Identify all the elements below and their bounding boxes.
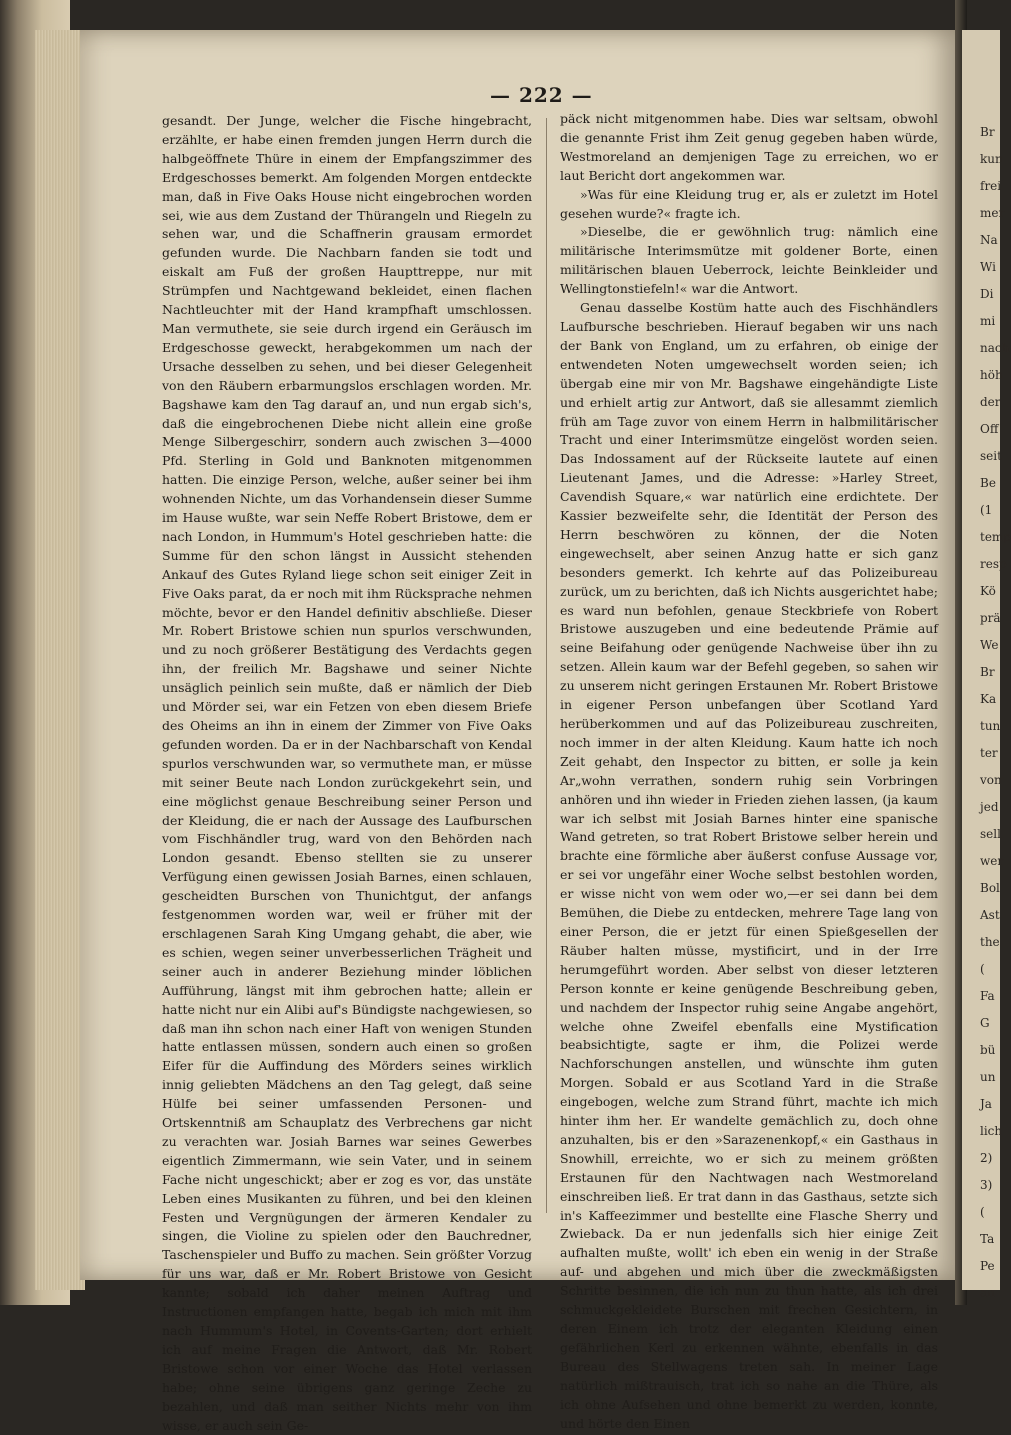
next-page-fragment: Ja bbox=[980, 1097, 992, 1111]
page-stack bbox=[35, 30, 85, 1290]
next-page-fragment: ( bbox=[980, 962, 985, 976]
next-page-fragment: ter bbox=[980, 746, 998, 760]
next-page-fragment: höh bbox=[980, 368, 1003, 382]
next-page-fragment: Ka bbox=[980, 692, 997, 706]
next-page-fragment: Kö bbox=[980, 584, 996, 598]
next-page-fragment: Fa bbox=[980, 989, 995, 1003]
next-page-fragment: ( bbox=[980, 1205, 985, 1219]
next-page-fragment: sell bbox=[980, 827, 1001, 841]
column-divider bbox=[546, 118, 547, 1213]
next-page-fragment: the bbox=[980, 935, 1000, 949]
right-paragraph: »Dieselbe, die er gewöhnlich trug: nämlich eine militärische Interimsmütze mit goldener Borte, einen militärischen blauen Ueberrock, leichte Beinkleider und Wellingtonstiefeln!« war die Antwort. bbox=[560, 224, 938, 297]
right-column bbox=[560, 110, 938, 1431]
next-page-fragment: resp bbox=[980, 557, 1007, 571]
next-page-fragment: Be bbox=[980, 476, 996, 490]
next-page-fragment: Br bbox=[980, 125, 995, 139]
next-page-fragment: tun bbox=[980, 719, 1001, 733]
left-paragraph: gesandt. Der Junge, welcher die Fische hingebracht, erzählte, er habe einen fremden jungen Herrn durch die halbgeöffnete Thüre in einem der Empfangszimmer des Erdgeschosses bemerkt. Am folgenden Morgen entdeckte man, daß in Five Oaks House nicht eingebrochen worden sei, wie aus dem Zustand der Thürangeln und Riegeln zu sehen war, und die Schaffnerin grausam ermordet gefunden wurde. Die Nachbarn fanden sie todt und eiskalt am Fuß der großen Haupttreppe, nur mit Strümpfen und Nachtgewand bekleidet, einen flachen Nachtleuchter mit der Hand krampfhaft umschlossen. Man vermuthete, sie seie durch irgend ein Geräusch im Erdgeschosse geweckt, herabgekommen um nach der Ursache desselben zu sehen, und bei dieser Gelegenheit von den Räubern erbarmungslos erschlagen worden. Mr. Bagshawe kam den Tag darauf an, und nun ergab sich's, daß die eingebrochenen Diebe nicht allein eine große Menge Silbergeschirr, sondern auch zwischen 3—4000 Pfd. Sterling in Gold und Banknoten mitgenommen hatten. Die einzige Person, welche, außer seiner bei ihm wohnenden Nichte, um das Vorhandensein dieser Summe im Hause wußte, war sein Neffe Robert Bristowe, dem er nach London, in Hummum's Hotel geschrieben hatte: die Summe für den schon längst in Aussicht stehenden Ankauf des Gutes Ryland liege schon seit einiger Zeit in Five Oaks parat, da er noch mit ihm Rücksprache nehmen möchte, bevor er den Handel definitiv abschließe. Dieser Mr. Robert Bristowe schien nun spurlos verschwunden, und zu noch größerer Bestätigung des Verdachts gegen ihn, der freilich Mr. Bagshawe und seiner Nichte unsäglich peinlich sein mußte, daß er nämlich der Dieb und Mörder sei, war ein Fetzen von eben diesem Briefe des Oheims an ihn in einem der Zimmer von Five Oaks gefunden worden. Da er in der Nachbarschaft von Kendal spurlos verschwunden war, so vermuthete man, er müsse mit seiner Beute nach London zurückgekehrt sein, und eine möglichst genaue Beschreibung seiner Person und der Kleidung, die er nach der Aussage des Laufburschen vom Fischhändler trug, ward von den Behörden nach London gesandt. Ebenso stellten sie zu unserer Verfügung einen gewissen Josiah Barnes, einen schlauen, gescheidten Burschen von Thunichtgut, der anfangs festgenommen worden war, weil er früher mit der erschlagenen Sarah King Umgang gehabt, die aber, wie es schien, wegen seiner unverbesserlichen Trägheit und seiner auch in anderer Beziehung minder löblichen Aufführung, längst mit ihm gebrochen hatte; allein er hatte nicht nur ein Alibi auf's Bündigste nachgewiesen, so daß man ihn schon nach einer Haft von wenigen Stunden hatte entlassen müssen, sondern auch einen so großen Eifer für die Auffindung des Mörders seines wirklich innig geliebten Mädchens an den Tag gelegt, daß seine Hülfe bei seiner umfassenden Personen- und Ortskenntniß am Schauplatz des Verbrechens gar nicht zu verachten war. Josiah Barnes war seines Gewerbes eigentlich Zimmermann, wie sein Vater, und in seinem Fache nicht ungeschickt; aber er zog es vor, das unstäte Leben eines Musikanten zu führen, und bei den kleinen Festen und Vergnügungen der ärmeren Kendaler zu singen, die Violine zu spielen oder den Bauchredner, Taschenspieler und Buffo zu machen. Sein größter Vorzug für uns war, daß er Mr. Robert Bristowe von Gesicht kannte; sobald ich daher meinen Auftrag und Instructionen empfangen hatte, begab ich mich mit ihm nach Hummum's Hotel, in Covents-Garten; dort erhielt ich auf meine Fragen die Antwort, daß Mr. Robert Bristowe schon vor einer Woche das Hotel verlassen habe; ohne seine übrigens ganz geringe Zeche zu bezahlen, und daß man seither Nichts mehr von ihm wisse, er auch sein Ge- bbox=[162, 113, 532, 1433]
right-paragraph: »Was für eine Kleidung trug er, als er zuletzt im Hotel gesehen wurde?« fragte ich. bbox=[560, 186, 938, 221]
next-page-fragment: mer bbox=[980, 206, 1005, 220]
next-page-fragment: Wi bbox=[980, 260, 996, 274]
next-page-fragment: frei bbox=[980, 179, 1002, 193]
next-page-fragment: G bbox=[980, 1016, 990, 1030]
next-page-fragment: Ast bbox=[980, 908, 1000, 922]
right-paragraph: päck nicht mitgenommen habe. Dies war seltsam, obwohl die genannte Frist ihm Zeit genug gegeben haben würde, Westmoreland an demjenigen Tage zu erreichen, wo er laut Bericht dort angekommen war. bbox=[560, 111, 938, 183]
next-page-fragment: mi bbox=[980, 314, 996, 328]
next-page-fragment: un bbox=[980, 1070, 996, 1084]
next-page-fragment: Di bbox=[980, 287, 994, 301]
next-page-fragment: jed bbox=[980, 800, 999, 814]
next-page-fragment: seit bbox=[980, 449, 1002, 463]
next-page-fragment: Off bbox=[980, 422, 999, 436]
next-page-fragment: wer bbox=[980, 854, 1004, 868]
next-page-fragment: Na bbox=[980, 233, 998, 247]
next-page-fragment: der bbox=[980, 395, 1001, 409]
next-page-fragment: (1 bbox=[980, 503, 993, 517]
next-page-fragment: We bbox=[980, 638, 999, 652]
next-page-edge bbox=[962, 30, 1011, 1300]
next-page-fragment: lich bbox=[980, 1124, 1003, 1138]
right-paragraph: Genau dasselbe Kostüm hatte auch des Fischhändlers Laufbursche beschrieben. Hierauf begaben wir uns nach der Bank von England, um zu erfahren, ob einige der entwendeten Noten umgewechselt worden seien; ich übergab eine mir von Mr. Bagshawe eingehändigte Liste und erhielt artig zur Antwort, daß sie allesammt ziemlich früh am Tage zuvor von einem Herrn in halbmilitärischer Tracht und einer Interimsmütze eingelöst worden seien. Das Indossament auf der Rückseite lautete auf einen Lieutenant James, und die Adresse: »Harley Street, Cavendish Square,« war natürlich eine erdichtete. Der Kassier bezweifelte sehr, die Identität der Person des Herrn beschwören zu können, der die Noten eingewechselt, aber seinen Anzug hatte er sich ganz besonders gemerkt. Ich kehrte auf das Polizeibureau zurück, um zu berichten, daß ich Nichts ausgerichtet habe; es ward nun befohlen, genaue Steckbriefe von Robert Bristowe auszugeben und eine bedeutende Prämie auf seine Beifahung oder genügende Nachweise über ihn zu setzen. Allein kaum war der Befehl gegeben, so sahen wir zu unserem nicht geringen Erstaunen Mr. Robert Bristowe in eigener Person unbefangen über Scotland Yard herüberkommen und auf das Polizeibureau zuschreiten, noch immer in der alten Kleidung. Kaum hatte ich noch Zeit gehabt, den Inspector zu bitten, er solle ja kein Ar„wohn verrathen, sondern ruhig sein Vorbringen anhören und ihn wieder in Frieden ziehen lassen, (ja kaum war ich selbst mit Josiah Barnes hinter eine spanische Wand getreten, so trat Robert Bristowe selber herein und brachte eine förmliche aber äußerst confuse Aussage vor, er sei vor ungefähr einer Woche selbst bestohlen worden, er wisse nicht von wem oder wo,—er sei dann bei dem Bemühen, die Diebe zu entdecken, mehrere Tage lang von einer Person, die er jetzt für einen Spießgesellen der Räuber halten müsse, mystificirt, und in der Irre herumgeführt worden. Aber selbst von dieser letzteren Person konnte er keine genügende Beschreibung geben, und nachdem der Inspector ruhig seine Angabe angehört, welche ohne Zweifel ebenfalls eine Mystification beabsichtigte, sagte er ihm, die Polizei werde Nachforschungen anstellen, und wünschte ihm guten Morgen. Sobald er aus Scotland Yard in die Straße eingebogen, welche zum Strand führt, machte ich mich hinter ihm her. Er wandelte gemächlich zu, doch ohne anzuhalten, bis er den »Sarazenenkopf,« ein Gasthaus in Snowhill, erreichte, wo er sich zu meinem größten Erstaunen für den Nachtwagen nach Westmoreland einschreiben ließ. Er trat dann in das Gasthaus, setzte sich in's Kaffeezimmer und bestellte eine Flasche Sherry und Zwieback. Da er nun jedenfalls sich hier einige Zeit aufhalten mußte, wollt' ich eben ein wenig in der Straße auf- und abgehen und mich über die zweckmäßigsten Schritte besinnen, die ich nun zu thun hatte, als ich drei schmuckgekleidete Burschen mit frechen Gesichtern, in deren Einem ich trotz der eleganten Kleidung einen gefährlichen Kerl zu erkennen wähnte, ebenfalls in das Bureau des Stellwagens treten sah. In meiner Lage natürlich mißtrauisch, trat ich so nahe an die Thüre, als ich ohne Aufsehen und ohne bemerkt zu werden, konnte, und hörte den Einen bbox=[560, 300, 938, 1431]
next-page-fragment: kun bbox=[980, 152, 1003, 166]
next-page-fragment: 3) bbox=[980, 1178, 993, 1192]
next-page-fragment: 2) bbox=[980, 1151, 993, 1165]
next-page-fragment: prä bbox=[980, 611, 1001, 625]
next-page-fragment: bü bbox=[980, 1043, 996, 1057]
next-page-fragment: temp bbox=[980, 530, 1011, 544]
next-page-fragment: Pe bbox=[980, 1259, 995, 1273]
page-number: — 222 — bbox=[490, 83, 593, 107]
next-page-fragment: Br bbox=[980, 665, 995, 679]
next-page-fragment: an bbox=[980, 1286, 995, 1300]
next-page-fragment: nach bbox=[980, 341, 1010, 355]
next-page-fragment: von bbox=[980, 773, 1002, 787]
left-column bbox=[162, 112, 532, 1433]
next-page-fragment: Ta bbox=[980, 1232, 995, 1246]
next-page-fragment: Bol bbox=[980, 881, 1000, 895]
